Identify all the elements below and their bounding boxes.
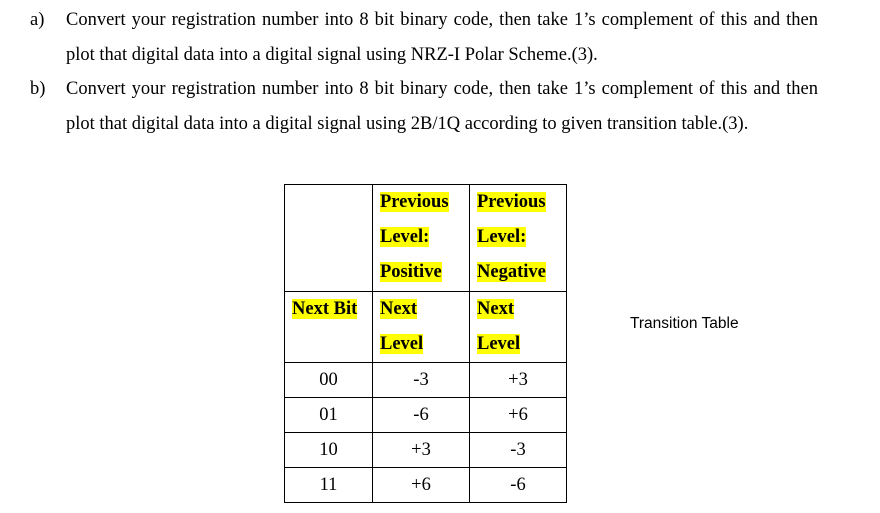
header-prev-positive <box>373 185 470 292</box>
header-next-level-negative-line-1: Next <box>477 299 514 319</box>
table-header-row <box>285 185 567 292</box>
table-cell-negative: -6 <box>470 468 567 503</box>
header-next-level-positive-line-2: Level <box>380 334 424 354</box>
table-cell-bits: 10 <box>285 433 373 468</box>
table-row <box>285 468 567 503</box>
table-cell-positive: +6 <box>373 468 470 503</box>
question-a-text: Convert your registration number into 8 bit binary code, then take 1’s complement of this and then plot that digital data into a digital signal using NRZ-I Polar Scheme.(3). <box>66 10 818 65</box>
header-prev-negative-line-1: Previous <box>477 192 546 212</box>
table-row <box>285 433 567 468</box>
table-cell-bits: 00 <box>285 363 373 398</box>
question-b-text: Convert your registration number into 8 bit binary code, then take 1’s complement of this and then plot that digital data into a digital signal using 2B/1Q according to given transition table.(3). <box>66 79 818 134</box>
header-next-level-positive-line-1: Next <box>380 299 417 319</box>
question-b <box>30 72 818 142</box>
header-next-bit-label: Next Bit <box>292 299 358 319</box>
header-prev-positive-line-3: Positive <box>380 262 442 282</box>
table-cell-positive: -6 <box>373 398 470 433</box>
header-prev-negative-line-3: Negative <box>477 262 546 282</box>
header-prev-negative <box>470 185 567 292</box>
table-cell-positive: +3 <box>373 433 470 468</box>
question-a <box>30 3 818 73</box>
header-next-level-negative <box>470 292 567 363</box>
table-cell-bits: 01 <box>285 398 373 433</box>
table-cell-negative: +3 <box>470 363 567 398</box>
table-row <box>285 398 567 433</box>
table-cell-positive: -3 <box>373 363 470 398</box>
table-cell-negative: +6 <box>470 398 567 433</box>
header-prev-negative-line-2: Level: <box>477 227 527 247</box>
table-cell-negative: -3 <box>470 433 567 468</box>
header-next-bit <box>285 292 373 363</box>
table-subheader-row <box>285 292 567 363</box>
question-a-marker: a) <box>30 10 45 30</box>
header-next-level-negative-line-2: Level <box>477 334 521 354</box>
question-b-marker: b) <box>30 79 46 99</box>
transition-table <box>284 184 567 503</box>
header-prev-positive-line-1: Previous <box>380 192 449 212</box>
table-caption: Transition Table <box>630 315 739 332</box>
header-prev-positive-line-2: Level: <box>380 227 430 247</box>
header-next-level-positive <box>373 292 470 363</box>
table-row <box>285 363 567 398</box>
table-cell-bits: 11 <box>285 468 373 503</box>
corner-cell <box>285 185 373 292</box>
